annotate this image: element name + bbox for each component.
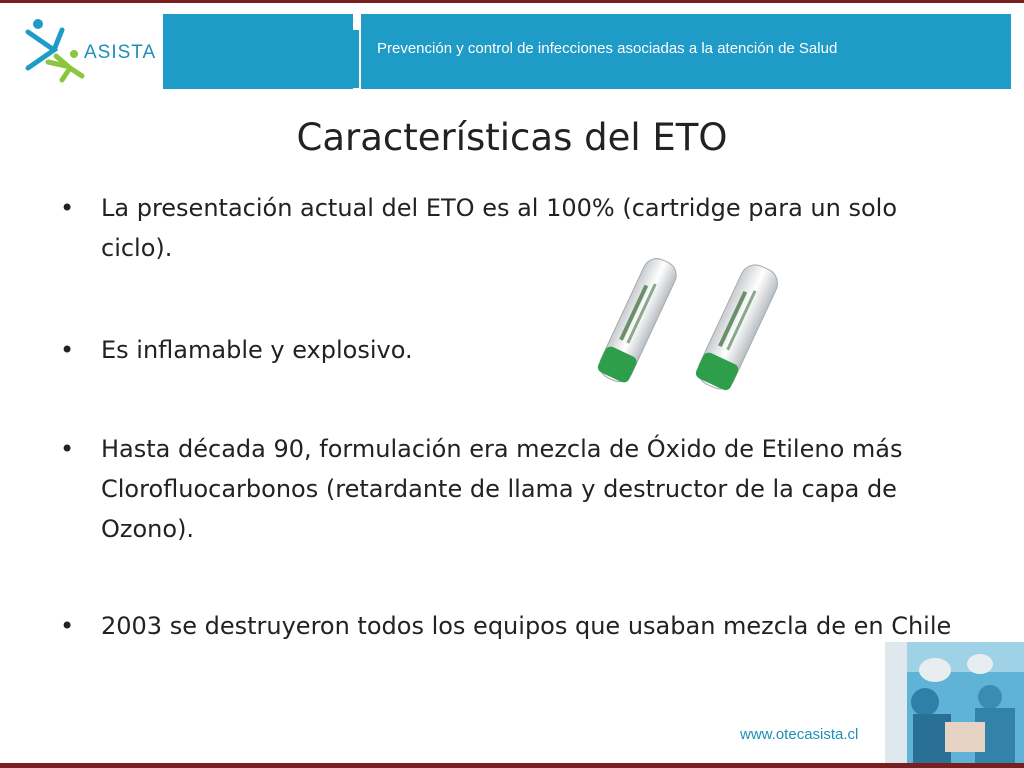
slide-title: Características del ETO [296, 116, 728, 159]
bullet-list [58, 188, 968, 646]
asista-logo [22, 14, 162, 86]
cartridge-illustration [588, 246, 798, 392]
header-title: Prevención y control de infecciones asociadas a la atención de Salud [377, 40, 838, 57]
bullet-item: • 2003 se destruyeron todos los equipos que usaban mezcla de en Chile [58, 606, 968, 646]
eto-cartridges-image [588, 246, 798, 392]
bullet-item: • La presentación actual del ETO es al 100% (cartridge para un solo ciclo). [58, 188, 941, 268]
surgery-photo-illustration [885, 642, 1024, 763]
bottom-frame-line [0, 763, 1024, 768]
footer-url-text: www.otecasista.cl [740, 726, 859, 743]
header-divider [352, 30, 359, 88]
bullet-item: • Hasta década 90, formulación era mezcla de Óxido de Etileno más Clorofluocarbonos (retardante de llama y destructor de la capa de Ozono). [58, 429, 968, 549]
bullet-item: • Es inflamable y explosivo. [58, 330, 591, 370]
top-frame-line [0, 0, 1024, 3]
surgery-team-image [885, 642, 1024, 763]
logo-text: ASISTA [84, 42, 157, 63]
header-bar-left [163, 14, 353, 89]
